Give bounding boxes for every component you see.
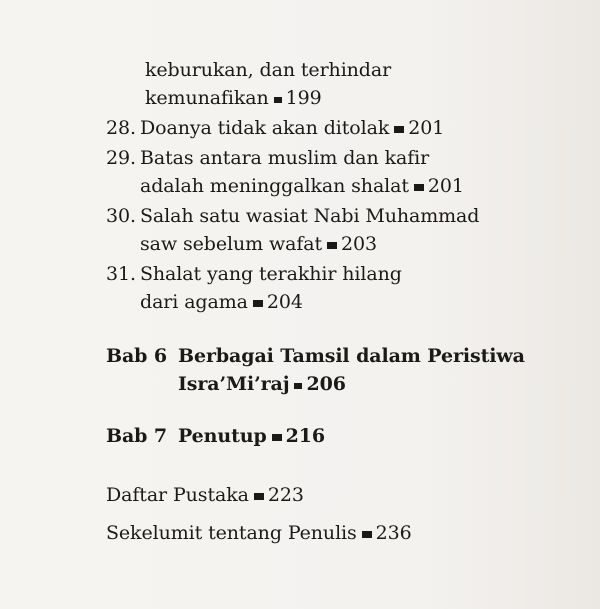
toc-chapter-7: Bab 7 Penutup 216	[106, 425, 326, 447]
page-marker-icon	[394, 126, 404, 133]
toc-page-number: 216	[285, 425, 326, 447]
page-marker-icon	[362, 531, 372, 538]
toc-chapter-6-line-2: Isra’Mi’raj 206	[178, 373, 346, 395]
toc-chapter-6-line-1: Bab 6 Berbagai Tamsil dalam Peristiwa	[106, 345, 525, 367]
page-marker-icon	[414, 184, 424, 191]
page-marker-icon	[274, 97, 282, 103]
toc-item-30-line-2: saw sebelum wafat 203	[140, 233, 378, 255]
toc-page-number: 204	[266, 291, 303, 313]
toc-item-29-line-1: 29. Batas antara muslim dan kafir	[106, 147, 430, 169]
toc-item-27-line-1: keburukan, dan terhindar	[145, 59, 392, 81]
toc-item-number: 28.	[106, 117, 136, 139]
toc-item-27-line-2: kemunafikan 199	[145, 87, 322, 109]
toc-back-matter-bibliography: Daftar Pustaka 223	[106, 484, 304, 506]
toc-item-29-line-2: adalah meninggalkan shalat 201	[140, 175, 464, 197]
page-marker-icon	[253, 300, 263, 307]
chapter-label: Bab 6	[106, 345, 167, 367]
page-marker-icon	[327, 242, 337, 249]
toc-page-number: 201	[408, 117, 445, 139]
toc-page-number: 206	[306, 373, 346, 395]
page-marker-icon	[254, 493, 264, 500]
toc-item-28: 28. Doanya tidak akan ditolak 201	[106, 117, 445, 139]
toc-back-matter-author: Sekelumit tentang Penulis 236	[106, 522, 412, 544]
toc-page-number: 236	[375, 522, 412, 544]
toc-item-number: 29.	[106, 147, 136, 169]
chapter-label: Bab 7	[106, 425, 167, 447]
toc-item-31-line-1: 31. Shalat yang terakhir hilang	[106, 263, 402, 285]
toc-page-number: 199	[285, 87, 322, 109]
toc-page-number: 223	[267, 484, 304, 506]
toc-page-number: 201	[427, 175, 464, 197]
toc-page-number: 203	[341, 233, 378, 255]
toc-item-number: 31.	[106, 263, 136, 285]
toc-item-number: 30.	[106, 205, 136, 227]
toc-item-31-line-2: dari agama 204	[140, 291, 303, 313]
toc-item-30-line-1: 30. Salah satu wasiat Nabi Muhammad	[106, 205, 480, 227]
page-marker-icon	[294, 383, 302, 389]
page-marker-icon	[272, 434, 282, 441]
